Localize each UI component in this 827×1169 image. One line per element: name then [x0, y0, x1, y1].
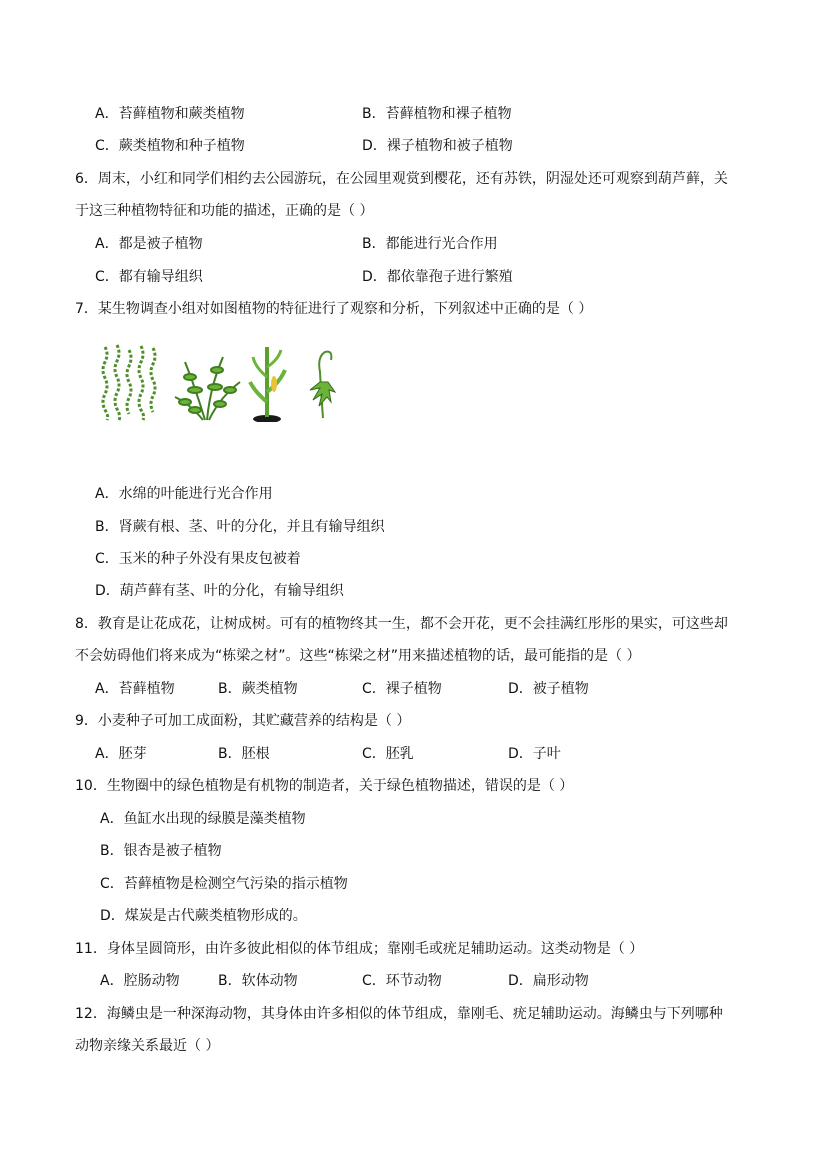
q7-option-a: A．水绵的叶能进行光合作用: [95, 486, 273, 502]
q10-stem: 10．生物圈中的绿色植物是有机物的制造者，关于绿色植物描述，错误的是（ ）: [75, 778, 574, 794]
q6-stem-line1: 6．周末，小红和同学们相约去公园游玩，在公园里观赏到樱花，还有苏铁，阴湿处还可观察到葫芦藓，关: [75, 171, 728, 187]
q12-stem-line1: 12．海鳞虫是一种深海动物，其身体由许多相似的体节组成，靠刚毛、疣足辅助运动。海鳞虫与下列哪种: [75, 1006, 723, 1022]
q9-option-a: A．胚芽: [95, 746, 147, 762]
corn-image: [250, 347, 285, 422]
q8-option-d: D．被子植物: [508, 681, 589, 697]
q11-option-a: A．腔肠动物: [100, 973, 180, 989]
q6-option-c: C．都有输导组织: [95, 269, 203, 285]
q8-stem-line1: 8．教育是让花成花，让树成树。可有的植物终其一生，都不会开花，更不会挂满红彤彤的果实，可这些却: [75, 616, 728, 632]
q5-option-b: B．苔藓植物和裸子植物: [362, 106, 512, 122]
q6-stem-line2: 于这三种植物特征和功能的描述，正确的是（ ）: [75, 203, 374, 219]
q6-option-b: B．都能进行光合作用: [362, 236, 498, 252]
q11-option-d: D．扁形动物: [508, 973, 589, 989]
q8-option-c: C．裸子植物: [362, 681, 442, 697]
q9-option-b: B．胚根: [218, 746, 270, 762]
fern-image: [175, 357, 240, 420]
q10-option-a: A．鱼缸水出现的绿膜是藻类植物: [100, 811, 306, 827]
q10-option-d: D．煤炭是古代蕨类植物形成的。: [100, 908, 307, 924]
q7-stem: 7．某生物调查小组对如图植物的特征进行了观察和分析，下列叙述中正确的是（ ）: [75, 301, 593, 317]
q6-option-a: A．都是被子植物: [95, 236, 203, 252]
q5-option-c: C．蕨类植物和种子植物: [95, 138, 245, 154]
q11-option-c: C．环节动物: [362, 973, 442, 989]
q7-option-c: C．玉米的种子外没有果皮包被着: [95, 551, 301, 567]
q8-stem-line2: 不会妨碍他们将来成为“栋梁之材”。这些“栋梁之材”用来描述植物的话，最可能指的是（ ）: [75, 648, 641, 664]
q9-option-c: C．胚乳: [362, 746, 414, 762]
q7-option-b: B．肾蕨有根、茎、叶的分化，并且有输导组织: [95, 519, 385, 535]
q8-option-b: B．蕨类植物: [218, 681, 298, 697]
q8-option-a: A．苔藓植物: [95, 681, 175, 697]
q9-stem: 9．小麦种子可加工成面粉，其贮藏营养的结构是（ ）: [75, 713, 411, 729]
plant-figure: [95, 342, 345, 422]
q10-option-b: B．银杏是被子植物: [100, 843, 222, 859]
q11-option-b: B．软体动物: [218, 973, 298, 989]
q7-option-d: D．葫芦藓有茎、叶的分化，有输导组织: [95, 583, 344, 599]
q9-option-d: D．子叶: [508, 746, 561, 762]
q12-stem-line2: 动物亲缘关系最近（ ）: [75, 1038, 220, 1054]
q10-option-c: C．苔藓植物是检测空气污染的指示植物: [100, 876, 348, 892]
spirogyra-image: [103, 345, 155, 420]
q11-stem: 11．身体呈圆筒形，由许多彼此相似的体节组成；靠刚毛或疣足辅助运动。这类动物是（ ）: [75, 941, 644, 957]
plants-illustration: [95, 342, 345, 422]
q6-option-d: D．都依靠孢子进行繁殖: [362, 269, 513, 285]
q5-option-a: A．苔藓植物和蕨类植物: [95, 106, 245, 122]
q5-option-d: D．裸子植物和被子植物: [362, 138, 513, 154]
moss-image: [310, 352, 335, 418]
